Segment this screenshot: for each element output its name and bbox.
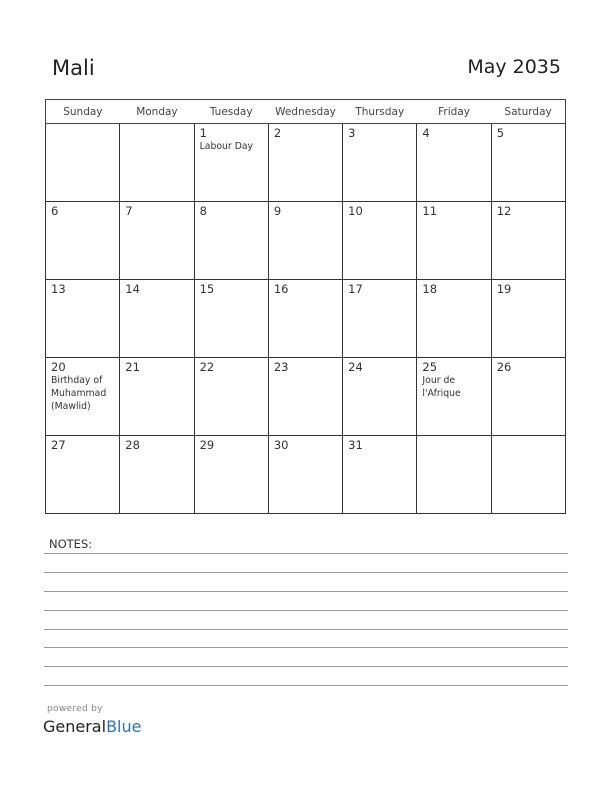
day-number: 30: [273, 438, 289, 452]
holiday-label: (Mawlid): [51, 401, 91, 412]
brand-logo[interactable]: [43, 717, 141, 736]
day-number: 8: [199, 204, 207, 218]
weekday-header-row: [46, 100, 566, 124]
powered-by-text: powered by: [47, 704, 103, 714]
day-cell: [194, 202, 268, 280]
day-number: 16: [273, 282, 289, 296]
weekday-header: Monday: [120, 100, 194, 124]
day-cell: [46, 280, 120, 358]
day-cell: [417, 358, 491, 436]
day-number: 21: [125, 360, 140, 374]
month-year-title: May 2035: [467, 56, 561, 78]
day-cell: [120, 280, 194, 358]
day-number: 14: [125, 282, 140, 296]
day-cell: [417, 202, 491, 280]
weekday-header: Thursday: [343, 100, 417, 124]
day-number: 20: [51, 360, 66, 374]
day-cell: [46, 358, 120, 436]
note-line: [44, 610, 568, 611]
day-cell: [268, 358, 342, 436]
day-number: 22: [199, 360, 215, 374]
day-number: 31: [348, 438, 363, 452]
day-cell: [194, 124, 268, 202]
holiday-label: Jour de: [422, 375, 456, 386]
week-row: [46, 358, 566, 436]
week-row: [46, 202, 566, 280]
day-number: 3: [348, 126, 356, 140]
day-cell: [268, 280, 342, 358]
day-number: 2: [273, 126, 282, 140]
holiday-label: l'Afrique: [422, 388, 461, 399]
day-cell: [268, 202, 342, 280]
day-cell: [46, 202, 120, 280]
calendar-grid: [45, 99, 566, 514]
note-line: [44, 591, 568, 592]
day-number: 23: [273, 360, 289, 374]
day-number: 26: [496, 360, 512, 374]
brand-general: General: [43, 717, 107, 736]
day-cell: [120, 436, 194, 514]
day-cell: [491, 202, 565, 280]
notes-label: NOTES:: [49, 537, 93, 551]
day-number: 25: [422, 360, 438, 374]
day-number: 5: [496, 126, 505, 140]
day-number: 10: [348, 204, 363, 218]
day-cell: [343, 202, 417, 280]
day-number: 17: [348, 282, 363, 296]
day-cell: [343, 280, 417, 358]
day-cell: [120, 202, 194, 280]
week-row: [46, 280, 566, 358]
country-title: Mali: [52, 56, 95, 80]
day-cell: [343, 358, 417, 436]
day-number: 15: [199, 282, 215, 296]
week-row: [46, 124, 566, 202]
day-cell: [343, 124, 417, 202]
day-number: 9: [273, 204, 282, 218]
holiday-label: Labour Day: [199, 141, 254, 152]
day-number: 24: [348, 360, 363, 374]
note-line: [44, 685, 568, 686]
day-number: 6: [51, 204, 59, 218]
day-number: 7: [125, 204, 133, 218]
day-cell: [491, 124, 565, 202]
day-number: 12: [496, 204, 512, 218]
note-line: [44, 553, 568, 554]
day-cell: [194, 436, 268, 514]
holiday-label: Muhammad: [51, 388, 107, 399]
empty-day-cell: [417, 436, 491, 514]
day-cell: [194, 358, 268, 436]
empty-day-cell: [120, 124, 194, 202]
day-number: 13: [51, 282, 66, 296]
weekday-header: Friday: [417, 100, 491, 124]
weekday-header: Tuesday: [194, 100, 268, 124]
day-number: 4: [422, 126, 430, 140]
day-cell: [268, 124, 342, 202]
note-line: [44, 629, 568, 630]
day-number: 19: [496, 282, 512, 296]
day-cell: [417, 124, 491, 202]
day-cell: [194, 280, 268, 358]
day-number: 11: [422, 204, 438, 218]
empty-day-cell: [46, 124, 120, 202]
day-cell: [417, 280, 491, 358]
day-cell: [343, 436, 417, 514]
brand-blue: Blue: [106, 717, 142, 736]
day-cell: [120, 358, 194, 436]
day-number: 28: [125, 438, 140, 452]
day-number: 29: [199, 438, 215, 452]
day-number: 18: [422, 282, 438, 296]
day-number: 27: [51, 438, 66, 452]
day-cell: [46, 436, 120, 514]
weekday-header: Saturday: [491, 100, 565, 124]
empty-day-cell: [491, 436, 565, 514]
day-cell: [491, 358, 565, 436]
weekday-header: Wednesday: [268, 100, 342, 124]
holiday-label: Birthday of: [51, 375, 103, 386]
note-line: [44, 572, 568, 573]
note-line: [44, 647, 568, 648]
weekday-header: Sunday: [46, 100, 120, 124]
day-cell: [491, 280, 565, 358]
note-line: [44, 666, 568, 667]
day-number: 1: [199, 126, 207, 140]
day-cell: [268, 436, 342, 514]
week-row: [46, 436, 566, 514]
